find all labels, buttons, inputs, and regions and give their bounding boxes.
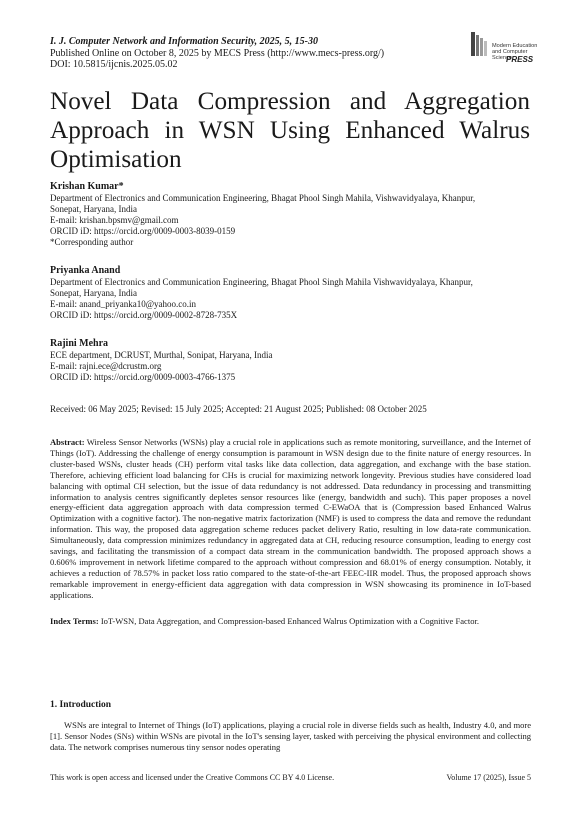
- abstract: [50, 437, 531, 601]
- submission-dates: Received: 06 May 2025; Revised: 15 July 2025; Accepted: 21 August 2025; Published: 08 October 2025: [50, 404, 427, 414]
- mecs-emblem-icon: [470, 30, 490, 60]
- index-terms: [50, 616, 531, 627]
- author-email: E-mail: krishan.bpsmv@gmail.com: [50, 215, 179, 225]
- author-name: Rajini Mehra: [50, 338, 109, 349]
- affiliation-line: Sonepat, Haryana, India: [50, 204, 137, 214]
- affiliation-line: Department of Electronics and Communication Engineering, Bhagat Phool Singh Mahila Vishwavidyalaya, Khanpur,: [50, 277, 473, 287]
- corresponding-note: *Corresponding author: [50, 237, 134, 247]
- author-email: E-mail: anand_priyanka10@yahoo.co.in: [50, 299, 196, 309]
- author-block: [50, 181, 530, 248]
- abstract-text: Wireless Sensor Networks (WSNs) play a crucial role in applications such as remote monitoring, surveillance, and the Internet of Things (IoT). Addressing the challenge of energy consumption is paramount in WSN design due to the finite nature of energy resources. In cluster-based WSNs, cluster heads (CH) perform vital tasks like data collection, data aggregation, and exchange with the base station. Therefore, achieving efficient load balancing for CHs is crucial for maximizing network longevity. Previous studies have considered load balancing with optimal CH selection, but the issue of data redundancy is not addressed. Data redundancy in processing and transmitting information to analysis centres significantly depletes sensor resources like (energy, bandwidth and such). This paper proposes a novel energy-efficient data aggregation approach with data compression termed C-EWaOA that is (Compression based Enhanced Walrus Optimization with a cognitive factor). The non-negative matrix factorization (NMF) is used to compress the data and remove the redundant information. This way, the proposed data aggregation scheme reduces packet delivery Ratio, resulting in low data-rate communication. Simultaneously, data compression minimizes redundancy in aggregated data at CH, reducing resource consumption, leading to energy cost savings, and facilitating the transmission of a compact data stream in the communication bandwidth. The proposed approach shows a 0.606% improvement in network lifetime compared to the approach without compression and 68.01% of energy consumption. Notably, it achieves a reduction of 78.57% in packet loss ratio compared to the state-of-the-art FEEC-IIR model. Thus, the proposed approach shows remarkable improvement in energy-efficient data aggregation with data compression in WSN showcasing its prominence in IoT-based applications.: [50, 437, 531, 600]
- doi: DOI: 10.5815/ijcnis.2025.05.02: [50, 59, 178, 71]
- logo-press: PRESS: [506, 55, 534, 64]
- author-name: Priyanka Anand: [50, 265, 121, 276]
- publication-info: Published Online on October 8, 2025 by MECS Press (http://www.mecs-press.org/): [50, 47, 385, 59]
- author-name: Krishan Kumar*: [50, 181, 124, 192]
- affiliation-line: ECE department, DCRUST, Murthal, Sonipat, Haryana, India: [50, 350, 273, 360]
- author-block: [50, 338, 530, 383]
- title-line: Optimisation: [50, 146, 182, 173]
- author-orcid: ORCID iD: https://orcid.org/0009-0003-4766-1375: [50, 372, 236, 382]
- author-block: [50, 265, 530, 321]
- journal-header: [50, 36, 384, 71]
- paper-title: [50, 87, 530, 174]
- page-footer: [50, 773, 531, 782]
- index-terms-text: IoT-WSN, Data Aggregation, and Compression-based Enhanced Walrus Optimization with a Cognitive Factor.: [100, 616, 479, 626]
- title-line: Novel Data Compression and Aggregation: [50, 88, 530, 115]
- author-email: E-mail: rajni.ece@dcrustm.org: [50, 361, 162, 371]
- author-orcid: ORCID iD: https://orcid.org/0009-0003-8039-0159: [50, 226, 236, 236]
- logo-text: Modern Education and Computer Science: [492, 43, 538, 61]
- mecs-press-logo: [470, 30, 544, 70]
- section-heading: 1. Introduction: [50, 700, 112, 710]
- author-orcid: ORCID iD: https://orcid.org/0009-0002-8728-735X: [50, 310, 238, 320]
- title-line: Approach in WSN Using Enhanced Walrus: [50, 117, 530, 144]
- volume-issue: Volume 17 (2025), Issue 5: [446, 773, 531, 782]
- license-note: This work is open access and licensed under the Creative Commons CC BY 4.0 License.: [50, 773, 335, 782]
- abstract-label: Abstract:: [50, 437, 85, 447]
- affiliation-line: Sonepat, Haryana, India: [50, 288, 137, 298]
- journal-citation: I. J. Computer Network and Information Security, 2025, 5, 15-30: [50, 36, 318, 47]
- introduction-paragraph: WSNs are integral to Internet of Things (IoT) applications, playing a crucial role in diverse fields such as health, Industry 4.0, and more [1]. Sensor Nodes (SNs) within WSNs are pivotal in the IoT's sensing layer, tasked with perceiving the physical environment and collecting data. The network comprises numerous tiny sensor nodes operating: [50, 720, 531, 752]
- index-terms-label: Index Terms:: [50, 616, 99, 626]
- affiliation-line: Department of Electronics and Communication Engineering, Bhagat Phool Singh Mahila, Vishwavidyalaya, Khanpur,: [50, 193, 476, 203]
